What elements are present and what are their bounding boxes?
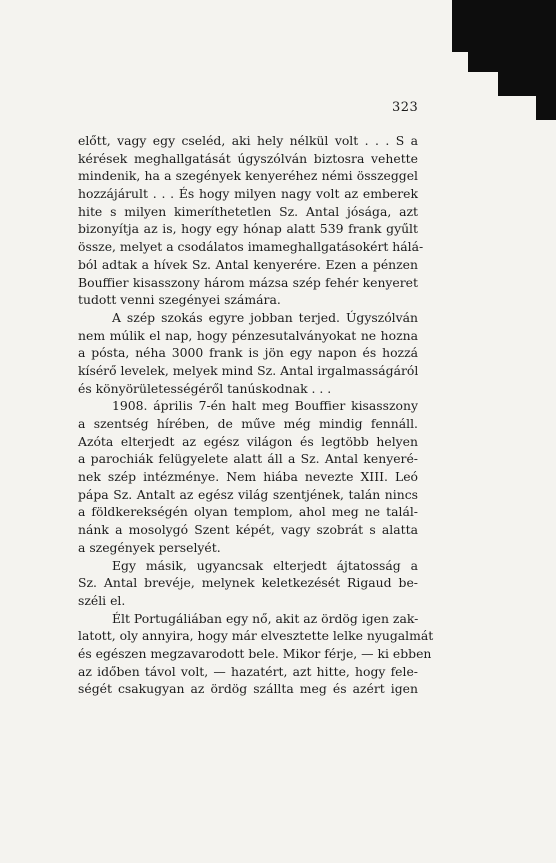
page-number: 323 [392,100,419,115]
text-line: a földkerekségén olyan templom, ahol meg ne talál- [78,504,418,520]
text-line: bizonyítja az is, hogy egy hónap alatt 539 frank gyűlt [78,221,418,237]
text-line: A szép szokás egyre jobban terjed. Úgyszólván [112,309,418,325]
text-line: előtt, vagy egy cseléd, aki hely nélkül volt . . . S a [78,133,418,148]
text-line: össze, melyet a csodálatos imameghallgatásokért hálá- [78,239,424,255]
text-line: hozzájárult . . . És hogy milyen nagy volt az emberek [78,186,418,202]
text-line: az időben távol volt, — hazatért, azt hitte, hogy fele- [78,663,418,679]
text-line: a szentség hírében, de műve még mindig fennáll. [78,416,418,431]
text-line: tudott venni szegényei számára. [78,292,281,308]
text-line: nem múlik el nap, hogy pénzesutalványokat ne hozna [78,327,418,343]
text-line: nek szép intézménye. Nem hiába nevezte XIII. Leó [78,469,418,485]
text-line: a parochiák felügyelete alatt áll a Sz. Antal kenyeré- [78,451,418,467]
body-text [78,132,434,698]
text-line: kísérő levelek, melyek mind Sz. Antal irgalmasságáról [78,362,419,378]
text-line: és egészen megzavarodott bele. Mikor férje, — ki ebben [78,645,432,661]
text-line: a szegények perselyét. [78,539,221,555]
text-line: Egy másik, ugyancsak elterjedt ájtatosság a [112,557,418,573]
text-line: ségét csakugyan az ördög szállta meg és azért igen [78,681,418,697]
text-line: latott, oly annyira, hogy már elvesztette lelke nyugalmát [78,628,434,644]
text-line: 1908. április 7-én halt meg Bouffier kisasszony [112,398,418,414]
text-line: hite s milyen kimeríthetetlen Sz. Antal jósága, azt [78,203,418,219]
text-line: ból adtak a hívek Sz. Antal kenyerére. Ezen a pénzen [78,256,418,272]
text-line: Bouffier kisasszony három mázsa szép fehér kenyeret [78,274,418,290]
text-line: kérések meghallgatását úgyszólván biztosra vehette [78,150,418,166]
text-line: és könyörületességéről tanúskodnak . . . [78,380,332,396]
text-line: a pósta, néha 3000 frank is jön egy napon és hozzá [78,345,418,361]
text-line: mindenik, ha a szegények kenyeréhez némi összeggel [78,168,418,184]
text-line: Élt Portugáliában egy nő, akit az ördög igen zak- [112,610,419,626]
text-line: Azóta elterjedt az egész világon és legtöbb helyen [78,433,418,449]
text-line: pápa Sz. Antalt az egész világ szentjének, talán nincs [78,486,418,502]
text-line: nánk a mosolygó Szent képét, vagy szobrát s alatta [78,522,418,538]
text-line: Sz. Antal brevéje, melynek keletkezését Rigaud be- [78,575,418,591]
text-line: széli el. [78,592,126,608]
scan-artifact-block-3 [536,90,556,120]
